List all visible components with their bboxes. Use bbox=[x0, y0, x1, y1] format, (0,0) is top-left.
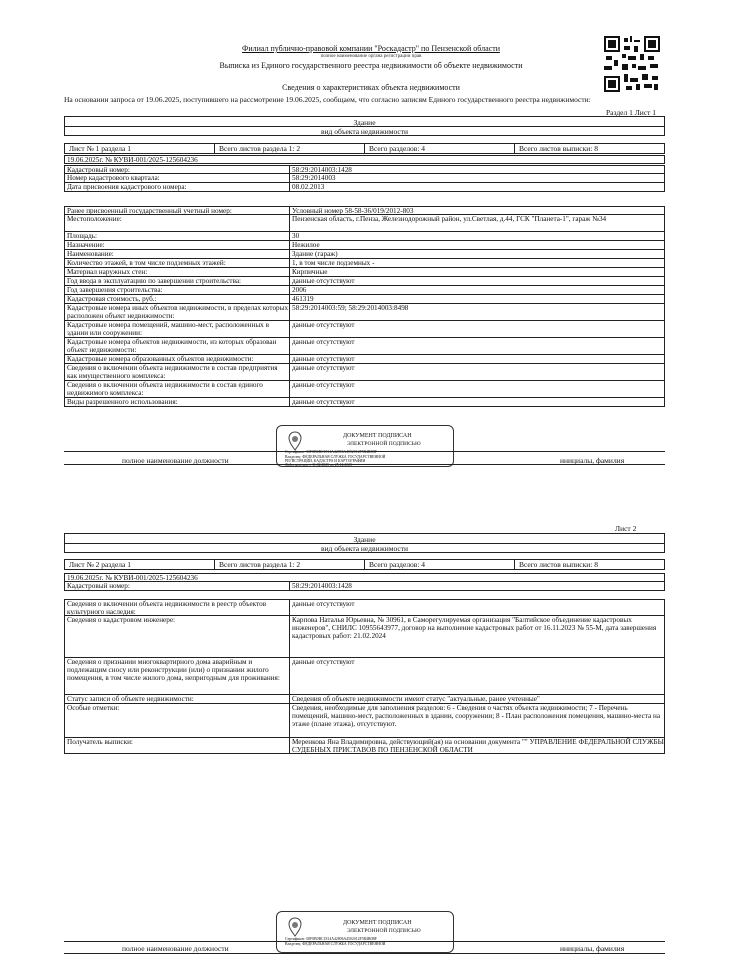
row-value: данные отсутствуют bbox=[292, 398, 355, 406]
row-label: Материал наружных стен: bbox=[67, 268, 148, 276]
row-label: Кадастровая стоимость, руб.: bbox=[67, 295, 157, 303]
sheet-number-2: Лист № 2 раздела 1 bbox=[65, 560, 215, 570]
extract-sheets-total-2: Всего листов выписки: 8 bbox=[515, 560, 665, 570]
sections-total: Всего разделов: 4 bbox=[365, 144, 515, 154]
electronic-signature-stamp-2 bbox=[276, 911, 454, 953]
row-label: Назначение: bbox=[67, 241, 105, 249]
registry-branch-caption: полное наименование органа регистрации прав bbox=[320, 54, 422, 59]
row-value: Нежилое bbox=[292, 241, 320, 249]
row-value: данные отсутствуют bbox=[292, 277, 355, 285]
table-row bbox=[64, 398, 665, 407]
sheet-meta-table bbox=[64, 143, 665, 154]
row-value: 58:29:2014003:59; 58:29:2014003:8498 bbox=[292, 304, 409, 312]
signature-line-2 bbox=[64, 941, 665, 942]
row-label: Местоположение: bbox=[67, 215, 122, 223]
row-value: 58:29:2014003 bbox=[292, 174, 336, 182]
table-row bbox=[64, 241, 665, 250]
row-value: Условный номер 58-58-36/019/2012-803 bbox=[292, 207, 414, 215]
name-caption-2: инициалы, фамилия bbox=[560, 944, 625, 953]
table-row bbox=[64, 364, 665, 381]
row-value: 461319 bbox=[292, 295, 314, 303]
object-type-caption: вид объекта недвижимости bbox=[320, 127, 409, 136]
stamp-valid: Действителен: с 11.02.2025 по 25.12.2025 bbox=[285, 463, 352, 467]
divider-2 bbox=[64, 953, 665, 954]
sheet2-label: Лист 2 bbox=[615, 524, 637, 533]
row-value: Здание (гараж) bbox=[292, 250, 338, 258]
position-caption-2: полное наименование должности bbox=[122, 944, 229, 953]
intro-text: На основании запроса от 19.06.2025, поступившего на рассмотрение 19.06.2025, сообщаем, что согласно записям Единого государственного реестра недвижимости: bbox=[64, 95, 591, 104]
registry-branch-name: Филиал публично-правовой компании "Роскадастр" по Пензенской области bbox=[242, 44, 500, 53]
row-value: 30 bbox=[292, 232, 300, 240]
table-row bbox=[64, 616, 665, 658]
qr-code-icon bbox=[604, 36, 660, 92]
stamp2-owner: Владелец: ФЕДЕРАЛЬНАЯ СЛУЖБА ГОСУДАРСТВЕННОЙ bbox=[285, 942, 386, 946]
table-row bbox=[64, 695, 665, 704]
object-type-box-2 bbox=[64, 533, 665, 553]
table-row bbox=[64, 286, 665, 295]
table-row bbox=[64, 259, 665, 268]
table-row bbox=[64, 268, 665, 277]
stamp2-line2: ЭЛЕКТРОННОЙ ПОДПИСЬЮ bbox=[347, 928, 421, 934]
table-row bbox=[64, 355, 665, 364]
row-value: Пензенская область, г.Пенза, Железнодорожный район, ул.Светлая, д.44, ГСК "Планета-1", гараж №34 bbox=[292, 215, 607, 223]
table-row bbox=[64, 174, 665, 183]
table-row bbox=[64, 704, 665, 738]
row-label: Кадастровые номера образованных объектов недвижимости: bbox=[67, 355, 254, 363]
extract-sheets-total: Всего листов выписки: 8 bbox=[515, 144, 665, 154]
stamp-owner2: РЕГИСТРАЦИИ, КАДАСТРА И КАРТОГРАФИИ bbox=[285, 459, 366, 463]
document-title: Выписка из Единого государственного реестра недвижимости об объекте недвижимости bbox=[219, 61, 523, 70]
row-value: данные отсутствуют bbox=[292, 355, 355, 363]
row-label: Сведения о включении объекта недвижимости в состав единого недвижимого комплекса: bbox=[67, 381, 263, 397]
row-label: Сведения о признании многоквартирного дома аварийным и подлежащим сносу или реконструкции (или) о признании жилого помещения, в том числе жилого дома, непригодным для проживания: bbox=[67, 658, 280, 682]
table-row bbox=[64, 232, 665, 241]
table-row bbox=[64, 338, 665, 355]
row-value: данные отсутствуют bbox=[292, 321, 355, 329]
object-type-2: Здание bbox=[353, 535, 376, 544]
row-value: Карпова Наталья Юрьевна, № 30961, в Саморегулируемая организация "Балтийское объединение кадастровых инженеров", СНИЛС 10955643977, договор на выполнение кадастровых работ от 16.11.2023 № 55-М, дата завершения кадастровых работ: 21.02.2024 bbox=[292, 616, 657, 640]
row-label: Получатель выписки: bbox=[67, 738, 133, 746]
row-label: Год завершения строительства: bbox=[67, 286, 163, 294]
doc-number: 19.06.2025г. № КУВИ-001/2025-125604236 bbox=[67, 156, 198, 164]
sheet-meta-table-2 bbox=[64, 559, 665, 570]
table-row bbox=[64, 381, 665, 398]
document-subtitle: Сведения о характеристиках объекта недвижимости bbox=[282, 83, 460, 92]
row-label: Кадастровый номер: bbox=[67, 582, 130, 590]
stamp-cert: Сертификат: 00F0B0BC1814A42806A4502012F5B4B0BF bbox=[285, 450, 378, 454]
section-sheet-label: Раздел 1 Лист 1 bbox=[606, 108, 657, 117]
row-label: Количество этажей, в том числе подземных этажей: bbox=[67, 259, 226, 267]
divider-1 bbox=[64, 464, 665, 465]
row-value: 1, в том числе подземных - bbox=[292, 259, 375, 267]
object-type-box bbox=[64, 116, 665, 136]
table-row bbox=[64, 206, 665, 215]
row-label: Наименование: bbox=[67, 250, 114, 258]
row-label: Ранее присвоенный государственный учетный номер: bbox=[67, 207, 232, 215]
row-value: 08.02.2013 bbox=[292, 183, 325, 191]
table-row bbox=[64, 304, 665, 321]
row-label: Сведения о включении объекта недвижимости в реестр объектов культурного наследия: bbox=[67, 600, 267, 616]
row-value: данные отсутствуют bbox=[292, 658, 355, 666]
doc-number-2: 19.06.2025г. № КУВИ-001/2025-125604236 bbox=[67, 574, 198, 582]
row-label: Кадастровые номера объектов недвижимости, из которых образован объект недвижимости: bbox=[67, 338, 277, 354]
row-label: Кадастровые номера помещений, машино-мест, расположенных в здании или сооружении: bbox=[67, 321, 269, 337]
row-label: Год ввода в эксплуатацию по завершении строительства: bbox=[67, 277, 242, 285]
table-row bbox=[64, 738, 665, 754]
row-value: 58:29:2014003:1428 bbox=[292, 582, 352, 590]
section-sheets-total-2: Всего листов раздела 1: 2 bbox=[215, 560, 365, 570]
row-value: 58:29:2014003:1428 bbox=[292, 166, 352, 174]
row-value: данные отсутствуют bbox=[292, 338, 355, 346]
row-label: Особые отметки: bbox=[67, 704, 120, 712]
row-label: Номер кадастрового квартала: bbox=[67, 174, 160, 182]
row-label: Кадастровый номер: bbox=[67, 166, 130, 174]
signature-line-1 bbox=[64, 442, 665, 452]
object-type: Здание bbox=[353, 118, 376, 127]
row-value: данные отсутствуют bbox=[292, 364, 355, 372]
sections-total-2: Всего разделов: 4 bbox=[365, 560, 515, 570]
row-label: Статус записи об объекте недвижимости: bbox=[67, 695, 194, 703]
sheet-number: Лист № 1 раздела 1 bbox=[65, 144, 215, 154]
row-value: данные отсутствуют bbox=[292, 381, 355, 389]
table-row bbox=[64, 295, 665, 304]
table-row bbox=[64, 183, 665, 192]
row-value: 2006 bbox=[292, 286, 307, 294]
stamp-owner: Владелец: ФЕДЕРАЛЬНАЯ СЛУЖБА ГОСУДАРСТВЕННОЙ bbox=[285, 455, 386, 459]
stamp-line2: ЭЛЕКТРОННОЙ ПОДПИСЬЮ bbox=[347, 441, 421, 447]
row-label: Площадь: bbox=[67, 232, 98, 240]
table-row bbox=[64, 250, 665, 259]
table-row bbox=[64, 215, 665, 232]
row-value: данные отсутствуют bbox=[292, 600, 355, 608]
row-label: Дата присвоения кадастрового номера: bbox=[67, 183, 187, 191]
row-label: Сведения о кадастровом инженере: bbox=[67, 616, 176, 624]
row-label: Виды разрешенного использования: bbox=[67, 398, 178, 406]
row-value: Сведения об объекте недвижимости имеют статус "актуальные, ранее учтенные" bbox=[292, 695, 540, 703]
stamp-line1: ДОКУМЕНТ ПОДПИСАН bbox=[343, 433, 412, 439]
cadastral-row-2 bbox=[64, 582, 665, 591]
row-value: Меренкова Яна Владимировна, действующий(ая) на основании документа "" УПРАВЛЕНИЕ ФЕДЕРАЛЬНОЙ СЛУЖБЫ СУДЕБНЫХ ПРИСТАВОВ ПО ПЕНЗЕНСКОЙ ОБЛАСТИ bbox=[292, 738, 664, 754]
position-caption-1: полное наименование должности bbox=[122, 456, 229, 465]
table-row bbox=[64, 658, 665, 695]
doc-number-row-2 bbox=[64, 573, 665, 582]
stamp2-line1: ДОКУМЕНТ ПОДПИСАН bbox=[343, 920, 412, 926]
object-type-caption-2: вид объекта недвижимости bbox=[320, 544, 409, 553]
name-caption-1: инициалы, фамилия bbox=[560, 456, 625, 465]
table-row bbox=[64, 277, 665, 286]
table-row bbox=[64, 165, 665, 174]
table-row bbox=[64, 599, 665, 616]
table-row bbox=[64, 321, 665, 338]
row-value: Сведения, необходимые для заполнения разделов: 6 - Сведения о частях объекта недвижимости; 7 - Перечень помещений, машино-мест, расположенных в здании, сооружении; 8 - План расположения помещения, машино-места на этаже (плане этажа), отсутствуют. bbox=[292, 704, 661, 728]
coat-of-arms-icon-2 bbox=[285, 916, 305, 938]
doc-number-row bbox=[64, 155, 665, 164]
row-label: Сведения о включении объекта недвижимости в состав предприятия как имущественного комплекса: bbox=[67, 364, 278, 380]
row-label: Кадастровые номера иных объектов недвижимости, в пределах которых расположен объект недвижимости: bbox=[67, 304, 289, 320]
row-value: Кирпичные bbox=[292, 268, 328, 276]
stamp2-cert: Сертификат: 00F0B0BC1814A42806A4502012F5B4B0BF bbox=[285, 937, 378, 941]
section-sheets-total: Всего листов раздела 1: 2 bbox=[215, 144, 365, 154]
